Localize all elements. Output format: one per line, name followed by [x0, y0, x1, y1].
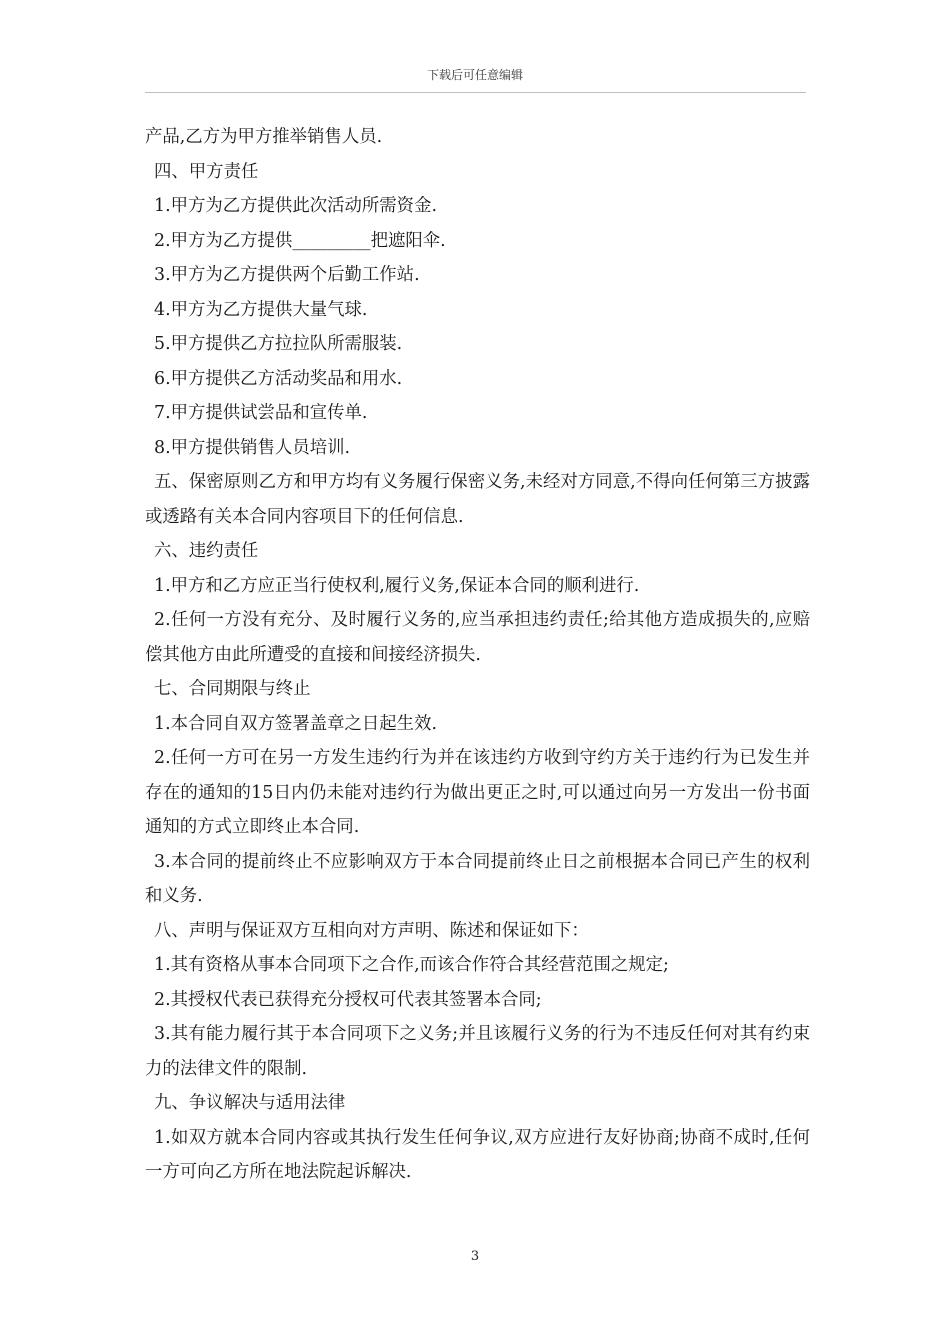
list-item: 1.如双方就本合同内容或其执行发生任何争议,双方应进行友好协商;协商不成时,任何一方可向乙方所在地法院起诉解决. [145, 1127, 810, 1182]
section-heading: 九、争议解决与适用法律 [154, 1093, 346, 1113]
list-item: 5.甲方提供乙方拉拉队所需服装. [154, 334, 403, 354]
list-item: 2.任何一方可在另一方发生违约行为并在该违约方收到守约方关于违约行为已发生并存在的通知的15日内仍未能对违约行为做出更正之时,可以通过向另一方发出一份书面通知的方式立即终止本合同. [145, 748, 810, 837]
list-item: 3.甲方为乙方提供两个后勤工作站. [154, 265, 420, 285]
list-item: 6.甲方提供乙方活动奖品和用水. [154, 368, 403, 389]
page-number: 3 [470, 1249, 480, 1264]
section-heading: 六、违约责任 [154, 541, 259, 561]
list-item: 7.甲方提供试尝品和宣传单. [154, 403, 368, 423]
list-item: 8.甲方提供销售人员培训. [154, 437, 351, 458]
list-item: 2.任何一方没有充分、及时履行义务的,应当承担违约责任;给其他方造成损失的,应赔偿其他方由此所遭受的直接和间接经济损失. [145, 610, 810, 665]
list-item: 3.本合同的提前终止不应影响双方于本合同提前终止日之前根据本合同已产生的权利和义务. [145, 851, 810, 906]
list-item: 4.甲方为乙方提供大量气球. [154, 299, 368, 320]
list-item: 2.甲方为乙方提供_________把遮阳伞. [154, 230, 446, 251]
section-heading: 四、甲方责任 [154, 161, 259, 182]
list-item: 1.甲方为乙方提供此次活动所需资金. [154, 196, 437, 216]
section-paragraph: 五、保密原则乙方和甲方均有义务履行保密义务,未经对方同意,不得向任何第三方披露或透路有关本合同内容项目下的任何信息. [145, 472, 810, 527]
section-heading: 八、声明与保证双方互相向对方声明、陈述和保证如下： [154, 920, 589, 941]
header-divider [145, 92, 806, 93]
list-item: 2.其授权代表已获得充分授权可代表其签署本合同; [154, 989, 542, 1010]
list-item: 1.本合同自双方签署盖章之日起生效. [154, 713, 437, 734]
document-body [145, 120, 810, 1190]
section-heading: 七、合同期限与终止 [154, 679, 311, 699]
list-item: 3.其有能力履行其于本合同项下之义务;并且该履行义务的行为不违反任何对其有约束力的法律文件的限制. [145, 1024, 810, 1079]
page-header: 下载后可任意编辑 [426, 68, 523, 82]
list-item: 1.甲方和乙方应正当行使权利,履行义务,保证本合同的顺利进行. [154, 575, 640, 596]
list-item: 1.其有资格从事本合同项下之合作,而该合作符合其经营范围之规定; [154, 955, 669, 975]
paragraph: 产品,乙方为甲方推举销售人员. [145, 127, 383, 147]
